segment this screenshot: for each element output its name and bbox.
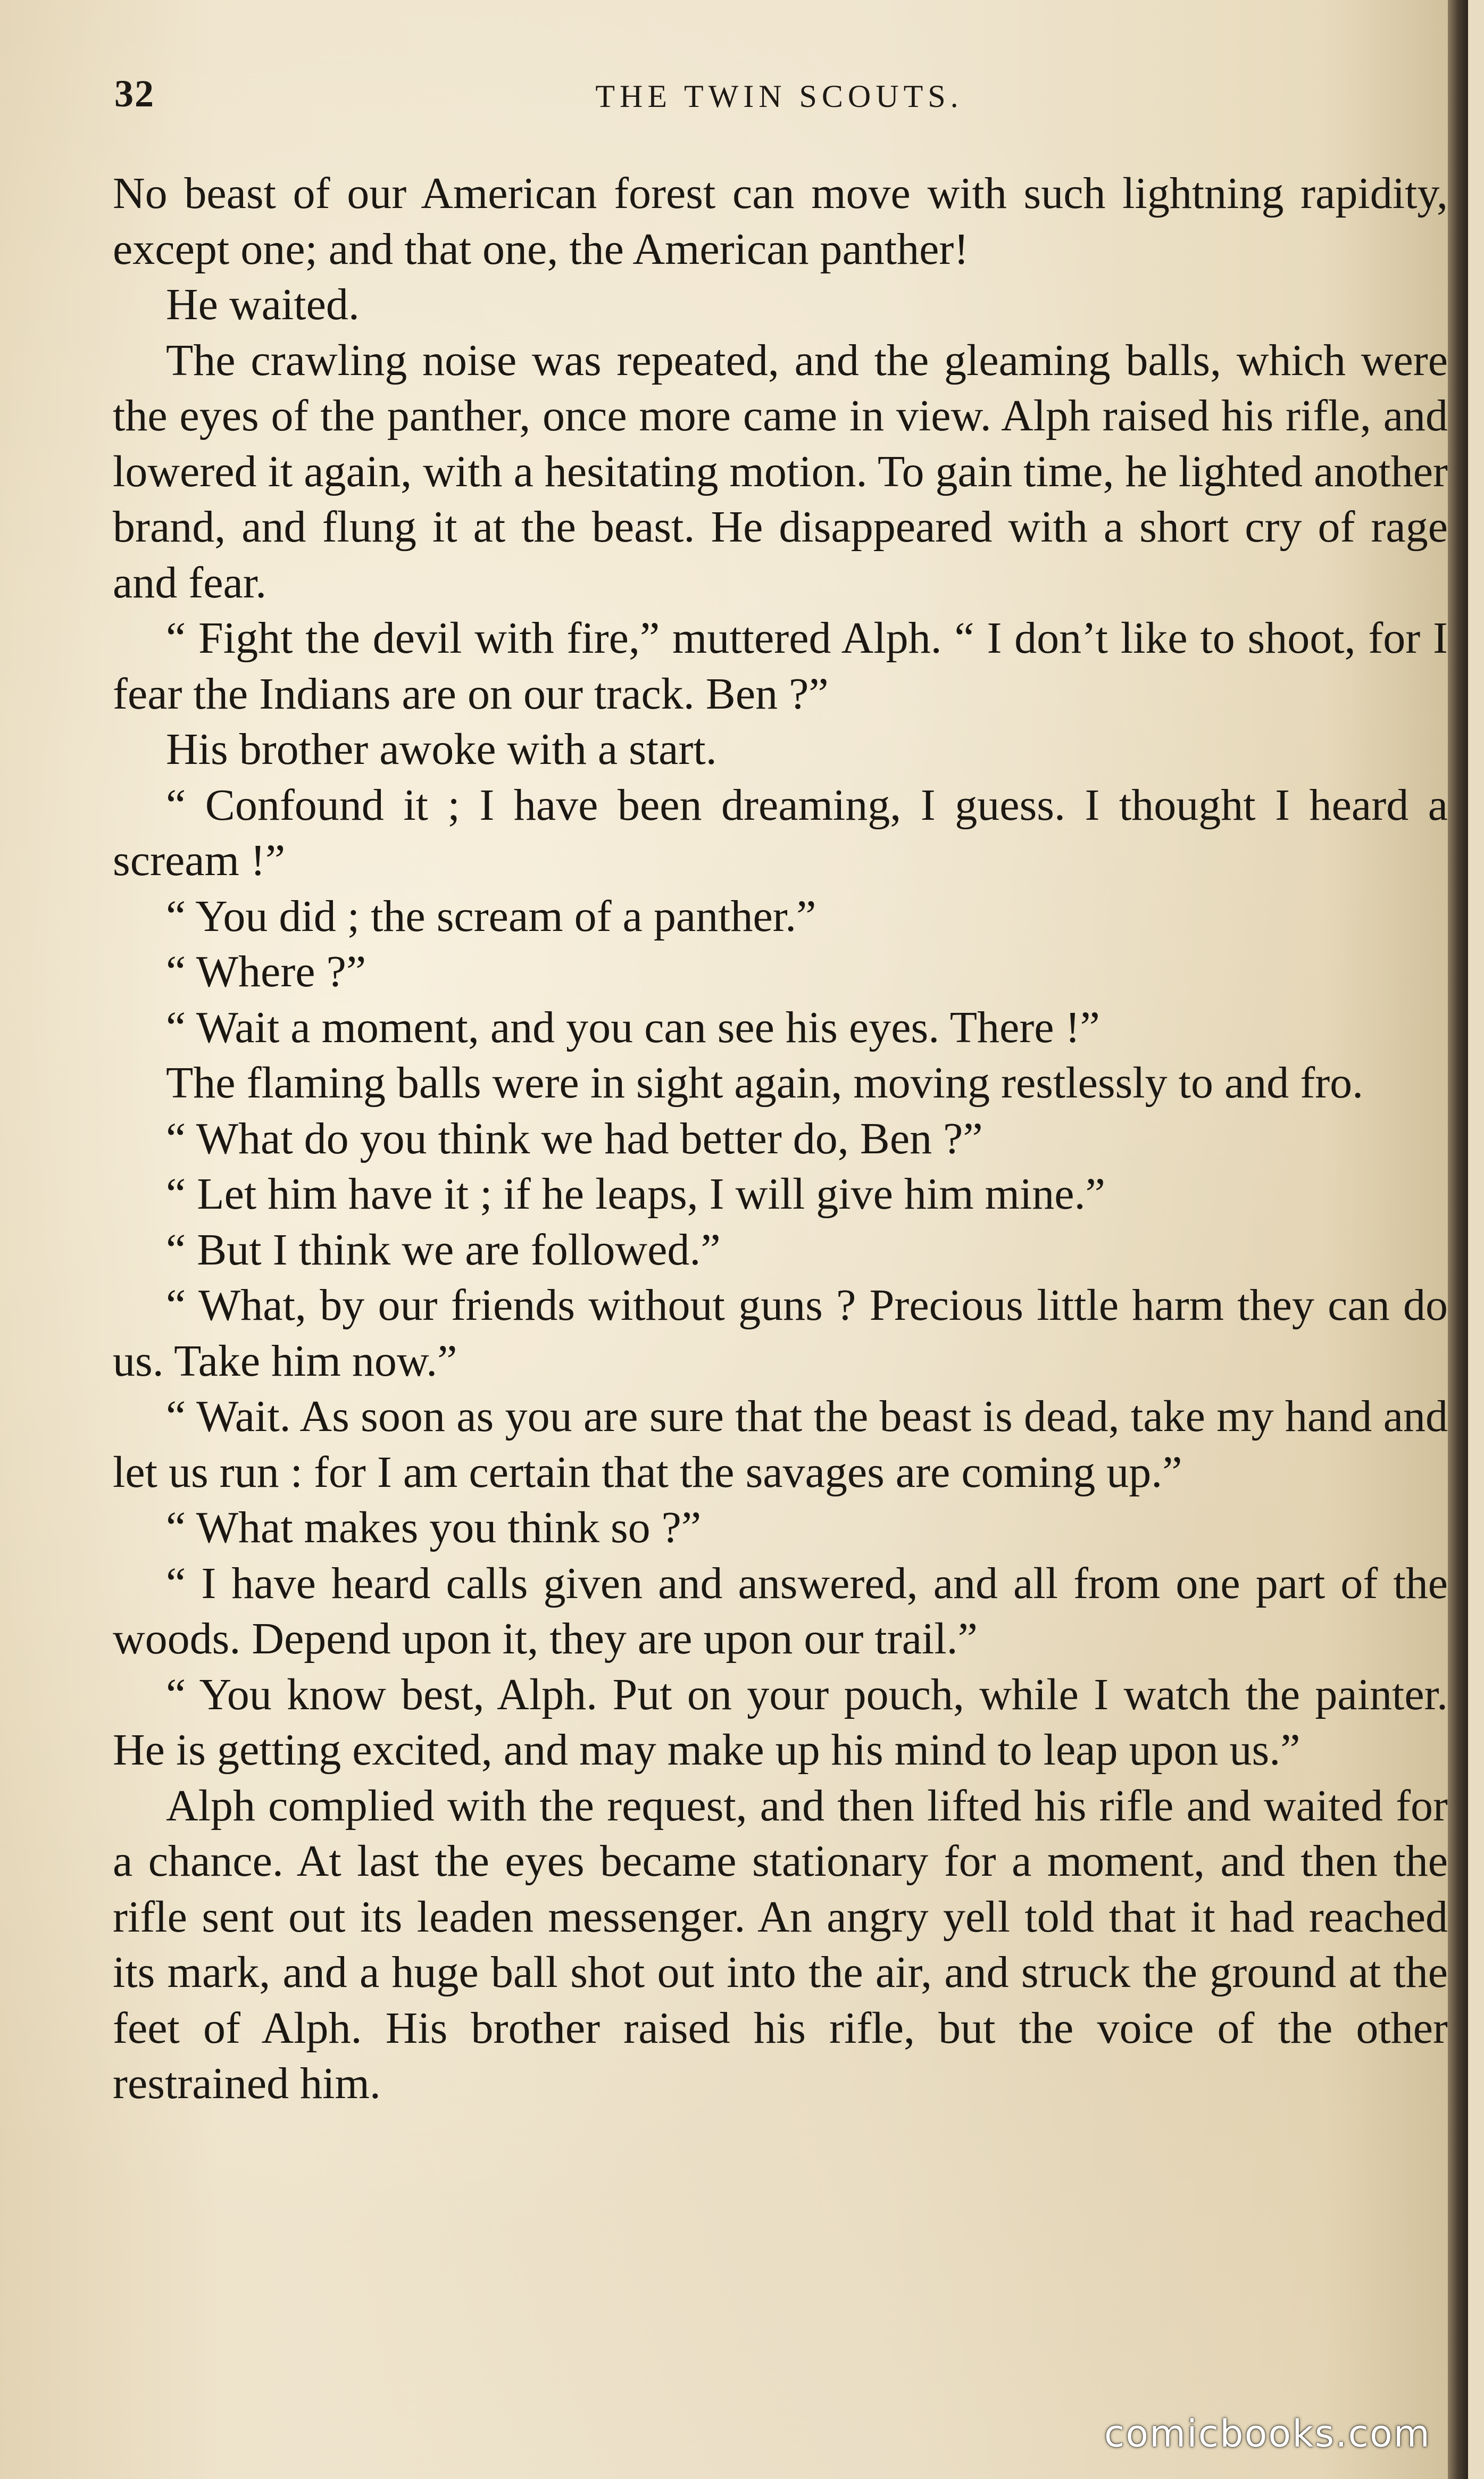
paragraph: “ Fight the devil with fire,” muttered Alph. “ I don’t like to shoot, for I fear the Indians are on our track. Ben ?” bbox=[113, 613, 1448, 719]
paragraph: “ What, by our friends without guns ? Precious little harm they can do us. Take him now.” bbox=[113, 1280, 1448, 1386]
paragraph: “ What makes you think so ?” bbox=[166, 1503, 702, 1552]
paragraph: “ You did ; the scream of a panther.” bbox=[166, 891, 816, 941]
paragraph: “ What do you think we had better do, Ben ?” bbox=[166, 1113, 983, 1163]
page-header bbox=[114, 72, 1444, 125]
running-head: THE TWIN SCOUTS. bbox=[595, 79, 963, 114]
paragraph: “ You know best, Alph. Put on your pouch, while I watch the painter. He is getting excited, and may make up his mind to leap upon us.” bbox=[113, 1669, 1448, 1775]
book-spine-edge bbox=[1448, 0, 1468, 2479]
page-number: 32 bbox=[114, 72, 155, 115]
paragraph: “ Where ?” bbox=[166, 947, 366, 996]
paragraph: “ Wait a moment, and you can see his eyes. There !” bbox=[166, 1002, 1100, 1052]
paragraph: His brother awoke with a start. bbox=[166, 725, 717, 774]
paragraph: The flaming balls were in sight again, moving restlessly to and fro. bbox=[166, 1058, 1364, 1108]
paragraph: “ Let him have it ; if he leaps, I will give him mine.” bbox=[166, 1169, 1105, 1219]
paragraph: “ I have heard calls given and answered, and all from one part of the woods. Depend upon it, they are upon our trail.” bbox=[113, 1558, 1448, 1663]
paragraph: “ Wait. As soon as you are sure that the beast is dead, take my hand and let us run : for I am certain that the savages are coming up.” bbox=[113, 1392, 1448, 1497]
body-text bbox=[113, 166, 1448, 2112]
paragraph: He waited. bbox=[166, 280, 360, 329]
paragraph: “ But I think we are followed.” bbox=[166, 1225, 721, 1275]
paragraph: “ Confound it ; I have been dreaming, I guess. I thought I heard a scream !” bbox=[113, 780, 1448, 885]
paragraph: The crawling noise was repeated, and the gleaming balls, which were the eyes of the panther, once more came in view. Alph raised his rifle, and lowered it again, with a hesitating motion. To gain time, he lighted another brand, and flung it at the beast. He disappeared with a short cry of rage and fear. bbox=[113, 335, 1448, 608]
watermark: comicbooks.com bbox=[1104, 2412, 1431, 2456]
paragraph: Alph complied with the request, and then lifted his rifle and waited for a chance. At last the eyes became stationary for a moment, and then the rifle sent out its leaden messenger. An angry yell told that it had reached its mark, and a huge ball shot out into the air, and struck the ground at the feet of Alph. His brother raised his rifle, but the voice of the other restrained him. bbox=[113, 1781, 1448, 2108]
paragraph: No beast of our American forest can move with such lightning rapidity, except one; and that one, the American panther! bbox=[113, 169, 1448, 274]
